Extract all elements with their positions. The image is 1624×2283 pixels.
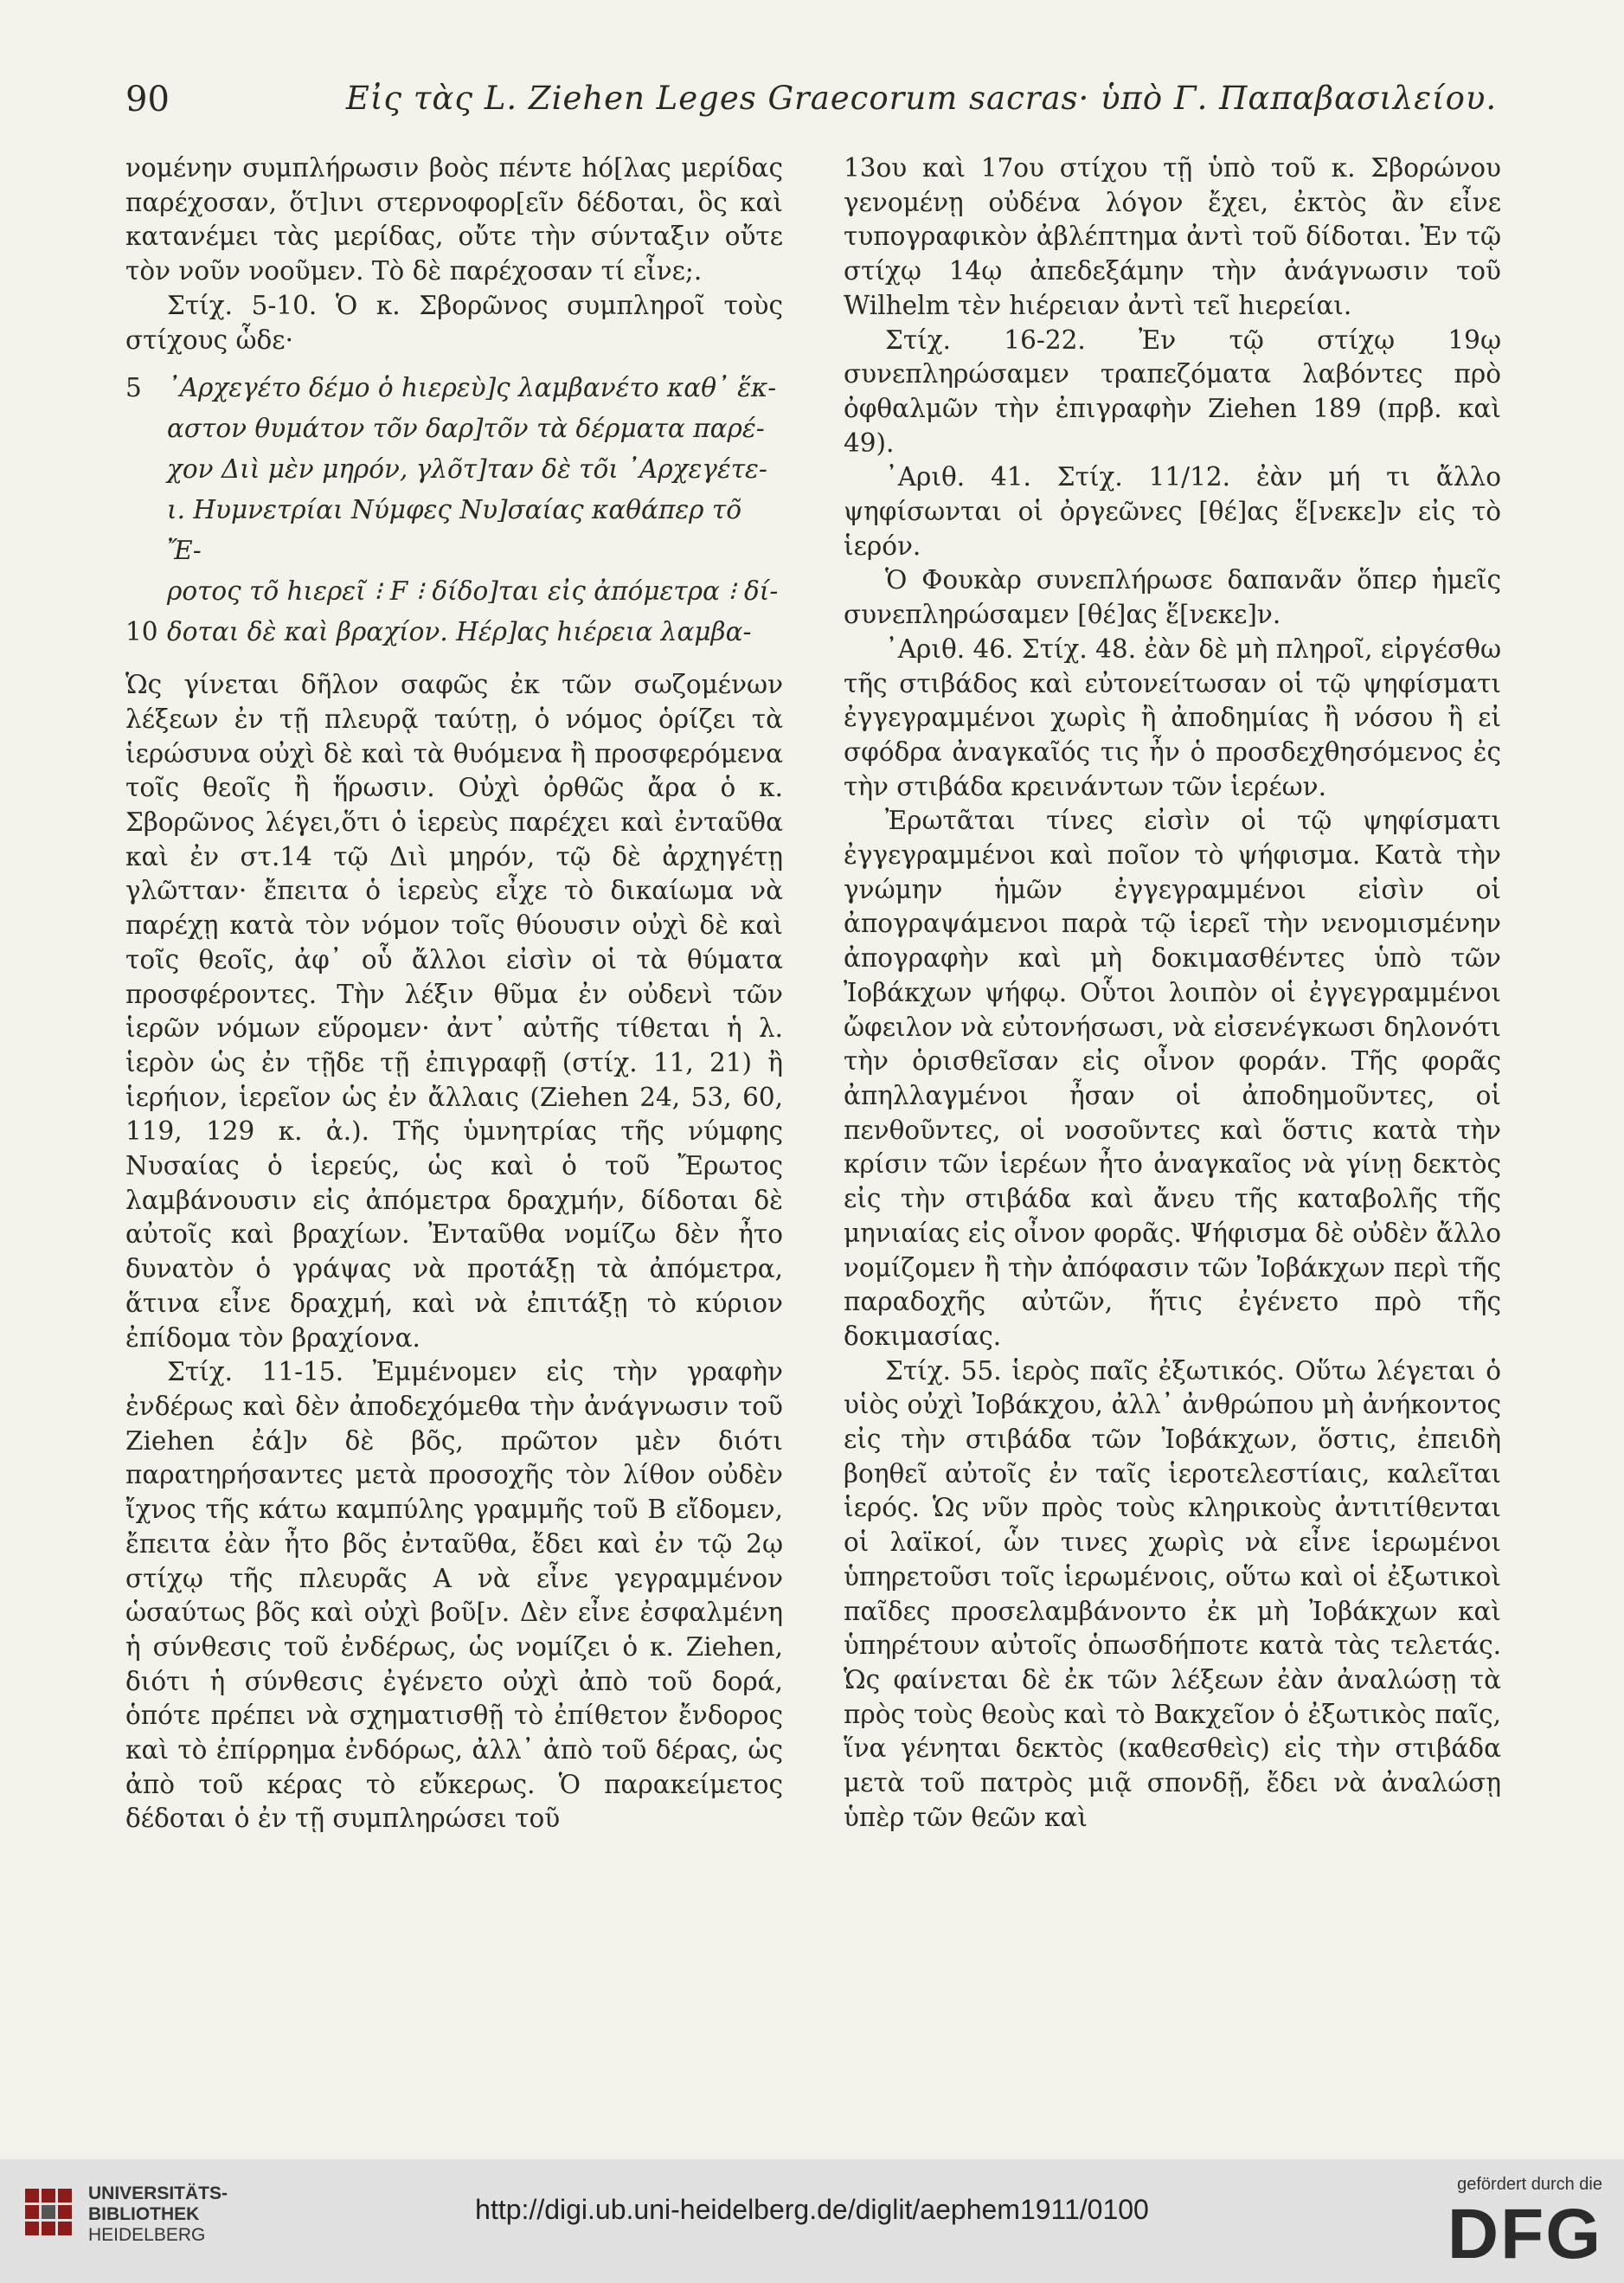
inscription-text: ι. Ηυμνετρίαι Νύμφες Νυ]σαίας καθάπερ τõ Ἔ- <box>167 495 741 566</box>
digitization-footer <box>0 2159 1624 2283</box>
inscription-block <box>125 368 783 653</box>
inscription-text: ᾿Αρχεγέτο δέμο ὁ hιερεὺ]ς λαμβανέτο καθ᾿ ἕκ- <box>167 373 777 403</box>
dfg-logo: DFG <box>1447 2195 1602 2273</box>
inscription-line <box>125 612 783 653</box>
page-number: 90 <box>125 80 170 119</box>
inscription-text: χον Διὶ μὲν μηρόν, γλõτ]ταν δὲ τõι ᾿Αρχεγέτε- <box>167 454 767 485</box>
line-number: 10 <box>125 617 158 647</box>
inscription-text: δοται δὲ καὶ βραχίον. Ηέρ]ας hιέρεια λαμβα- <box>167 617 752 647</box>
inscription-line <box>125 449 783 490</box>
right-column <box>844 151 1501 1835</box>
inscription-text: ροτος τõ hιερεῖ ⁝ F ⁝ δίδο]ται εἰς ἀπόμετρα ⁝ δί- <box>167 576 779 607</box>
library-name-line: BIBLIOTHEK <box>88 2204 200 2224</box>
paragraph: Ἐρωτᾶται τίνες εἰσὶν οἱ τῷ ψηφίσματι ἐγγεγραμμένοι καὶ ποῖον τὸ ψήφισμα. Κατὰ τὴν γνώμην ἡμῶν ἐγγεγραμμένοι εἰσὶν οἱ ἀπογραψάμενοι παρὰ τῷ ἱερεῖ τὴν νενομισμένην ἀπογραφὴν καὶ μὴ δοκιμασθέντες ὑπὸ τῶν Ἰοβάκχων ψήφῳ. Οὗτοι λοιπὸν οἱ ἐγγεγραμμένοι ὤφειλον νὰ εὐτονήσωσι, νὰ εἰσενέγκωσι δηλονότι τὴν ὁρισθεῖσαν εἰς οἶνον φοράν. Τῆς φορᾶς ἀπηλλαγμένοι ἦσαν οἱ ἀποδημοῦντες, οἱ πενθοῦντες, οἱ νοσοῦντες καὶ ὅστις κατὰ τὴν κρίσιν τῶν ἱερέων ἦτο ἀναγκαῖος νὰ γίνῃ δεκτὸς εἰς τὴν στιβάδα καὶ ἄνευ τῆς καταβολῆς τῆς μηνιαίας εἰς οἶνον φορᾶς. Ψήφισμα δὲ οὐδὲν ἄλλο νομίζομεν ἢ τὴν ἀπόφασιν τῶν Ἰοβάκχων περὶ τῆς παραδοχῆς αὐτῶν, ἥτις ἐγένετο πρὸ τῆς δοκιμασίας. <box>844 806 1501 1351</box>
paragraph: Ὡς γίνεται δῆλον σαφῶς ἐκ τῶν σωζομένων λέξεων ἐν τῇ πλευρᾷ ταύτῃ, ὁ νόμος ὁρίζει τὰ ἱερώσυνα οὐχὶ δὲ καὶ τὰ θυόμενα ἢ προσφερόμενα τοῖς θεοῖς ἢ ἥρωσιν. Οὐχὶ ὀρθῶς ἄρα ὁ κ. Σβορῶνος λέγει,ὅτι ὁ ἱερεὺς παρέχει καὶ ἐνταῦθα καὶ ἐν στ.14 τῷ Διὶ μηρόν, τῷ δὲ ἀρχηγέτῃ γλῶτταν· ἔπειτα ὁ ἱερεὺς εἶχε τὸ δικαίωμα νὰ παρέχῃ κατὰ τὸν νόμον τοῖς θύουσιν οὐχὶ δὲ καὶ τοῖς θεοῖς, ἀφ᾿ οὗ ἄλλοι εἰσὶν οἱ τὰ θύματα προσφέροντες. Τὴν λέξιν θῦμα ἐν οὐδενὶ τῶν ἱερῶν νόμων εὕρομεν· ἀντ᾿ αὐτῆς τίθεται ἡ λ. ἱερὸν ὡς ἐν τῇδε τῇ ἐπιγραφῇ (στίχ. 11, 21) ἢ ἱερήιον, ἱερεῖον ὡς ἐν ἄλλαις (Ziehen 24, 53, 60, 119, 129 κ. ἀ.). Τῆς ὑμνητρίας τῆς νύμφης Νυσαίας ὁ ἱερεύς, ὡς καὶ ὁ τοῦ Ἔρωτος λαμβάνουσιν εἰς ἀπόμετρα δραχμήν, δίδοται δὲ αὐτοῖς καὶ βραχίων. Ἐνταῦθα νομίζω δὲν ἦτο δυνατὸν ὁ γράψας νὰ προτάξῃ τὰ ἀπόμετρα, ἅτινα εἶνε δραχμή, καὶ νὰ ἐπιτάξῃ τὸ κύριον ἐπίδομα τὸν βραχίονα. <box>125 670 783 1353</box>
paragraph: Στίχ. 5-10. Ὁ κ. Σβορῶνος συμπληροῖ τοὺς στίχους ὧδε· <box>125 290 783 355</box>
paragraph: νομένην συμπλήρωσιν βοὸς πέντε hό[λας μερίδας παρέχοσαν, ὅτ]ινι στερνοφορ[εῖν δέδοται, ὃς καὶ κατανέμει τὰς μερίδας, οὔτε τὴν σύνταξιν οὔτε τὸν νοῦν νοοῦμεν. Τὸ δὲ παρέχοσαν τί εἶνε;. <box>125 153 783 286</box>
paragraph: Στίχ. 11-15. Ἐμμένομεν εἰς τὴν γραφὴν ἐνδέρως καὶ δὲν ἀποδεχόμεθα τὴν ἀνάγνωσιν τοῦ Ziehen ἐά]ν δὲ βõς, πρῶτον μὲν διότι παρατηρήσαντες μετὰ προσοχῆς τὸν λίθον οὐδὲν ἴχνος τῆς κάτω καμπύλης γραμμῆς τοῦ Β εἴδομεν, ἔπειτα ἐὰν ἦτο βõς ἐνταῦθα, ἔδει καὶ ἐν τῷ 2ῳ στίχῳ τῆς πλευρᾶς Α νὰ εἶνε γεγραμμένον ὡσαύτως βõς καὶ οὐχὶ βοῦ[ν. Δὲν εἶνε ἐσφαλμένη ἡ σύνθεσις τοῦ ἐνδέρως, ὡς νομίζει ὁ κ. Ziehen, διότι ἡ σύνθεσις ἐγένετο οὐχὶ ἀπὸ τοῦ δορά, ὁπότε πρέπει νὰ σχηματισθῇ τὸ ἐπίθετον ἔνδορος καὶ τὸ ἐπίρρημα ἐνδόρως, ἀλλ᾿ ἀπὸ τοῦ δέρας, ὡς ἀπὸ τοῦ κέρας τὸ εὔκερως. Ὁ παρακείμετος δέδοται ὁ ἐν τῇ συμπληρώσει τοῦ <box>125 1357 783 1834</box>
paragraph: Ὁ Φουκὰρ συνεπλήρωσε δαπανᾶν ὅπερ ἡμεῖς συνεπληρώσαμεν [θέ]ας ἕ[νεκε]ν. <box>844 565 1501 630</box>
running-title: Εἰς τὰς L. Ziehen Leges Graecorum sacras· ὑπὸ Γ. Παπαβασιλείου. <box>345 80 1498 117</box>
paragraph: ᾿Αριθ. 41. Στίχ. 11/12. ἐὰν μή τι ἄλλο ψηφίσωνται οἱ ὀργεῶνες [θέ]ας ἕ[νεκε]ν εἰς τὸ ἱερόν. <box>844 462 1501 561</box>
line-number: 5 <box>125 373 142 403</box>
inscription-line <box>125 571 783 612</box>
inscription-line <box>125 408 783 449</box>
library-name-line: HEIDELBERG <box>88 2225 206 2245</box>
left-column <box>125 151 783 1836</box>
page-header <box>125 80 1544 132</box>
permalink-url[interactable]: http://digi.ub.uni-heidelberg.de/diglit/aephem1911/0100 <box>475 2194 1149 2225</box>
paragraph: Στίχ. 16-22. Ἐν τῷ στίχῳ 19ῳ συνεπληρώσαμεν τραπεζόματα λαβόντες πρὸ ὀφθαλμῶν τὴν ἐπιγραφὴν Ziehen 189 (πρβ. καὶ 49). <box>844 325 1501 458</box>
paragraph: 13ου καὶ 17ου στίχου τῇ ὑπὸ τοῦ κ. Σβορώνου γενομένῃ οὐδένα λόγον ἔχει, ἐκτὸς ἂν εἶνε τυπογραφικὸν ἀβλέπτημα ἀντὶ τοῦ δίδοται. Ἐν τῷ στίχῳ 14ῳ ἀπεδεξάμην τὴν ἀνάγνωσιν τοῦ Wilhelm τὲν hιέρειαν ἀντὶ τεῖ hιερείαι. <box>844 153 1501 320</box>
funder-label: gefördert durch die <box>1457 2175 1602 2194</box>
inscription-text: αστον θυμάτον τõν δαρ]τõν τὰ δέρματα παρέ- <box>167 414 765 444</box>
inscription-line <box>125 368 783 408</box>
inscription-line <box>125 490 783 571</box>
paragraph: ᾿Αριθ. 46. Στίχ. 48. ἐὰν δὲ μὴ πληροῖ, εἰργέσθω τῆς στιβάδος καὶ εὐτονείτωσαν οἱ τῷ ψηφίσματι ἐγγεγραμμένοι χωρὶς ἢ ἀποδημίας ἢ νόσου ἢ εἰ σφόδρα ἀναγκαῖός τις ἦν ὁ προσδεχθησόμενος ἐς τὴν στιβάδα κρεινάντων τῶν ἱερέων. <box>844 633 1501 801</box>
library-name-line: UNIVERSITÄTS- <box>88 2183 228 2203</box>
paragraph: Στίχ. 55. ἱερὸς παῖς ἐξωτικός. Οὕτω λέγεται ὁ υἱὸς οὐχὶ Ἰοβάκχου, ἀλλ᾿ ἀνθρώπου μὴ ἀνήκοντος εἰς τὴν στιβάδα τῶν Ἰοβάκχων, ὅστις, ἐπειδὴ βοηθεῖ αὐτοῖς ἐν ταῖς ἱεροτελεστίαις, καλεῖται ἱερός. Ὡς νῦν πρὸς τοὺς κληρικοὺς ἀντιτίθενται οἱ λαϊκοί, ὧν τινες χωρὶς νὰ εἶνε ἱερωμένοι ὑπηρετοῦσι τοῖς ἱερωμένοις, οὕτω καὶ οἱ ἐξωτικοὶ παῖδες προσελαμβάνοντο ἐκ μὴ Ἰοβάκχων καὶ ὑπηρέτουν αὐτοῖς ὁπωσδήποτε κατὰ τὰς τελετάς. Ὡς φαίνεται δὲ ἐκ τῶν λέξεων ἐὰν ἀναλώσῃ τὰ πρὸς τοὺς θεοὺς καὶ τὸ Βακχεῖον ὁ ἐξωτικὸς παῖς, ἵνα γένηται δεκτὸς (καθεσθεὶς) εἰς τὴν στιβάδα μετὰ τοῦ πατρὸς μιᾷ σπονδῇ, ἔδει νὰ ἀναλώσῃ ὑπὲρ τῶν θεῶν καὶ <box>844 1355 1501 1832</box>
